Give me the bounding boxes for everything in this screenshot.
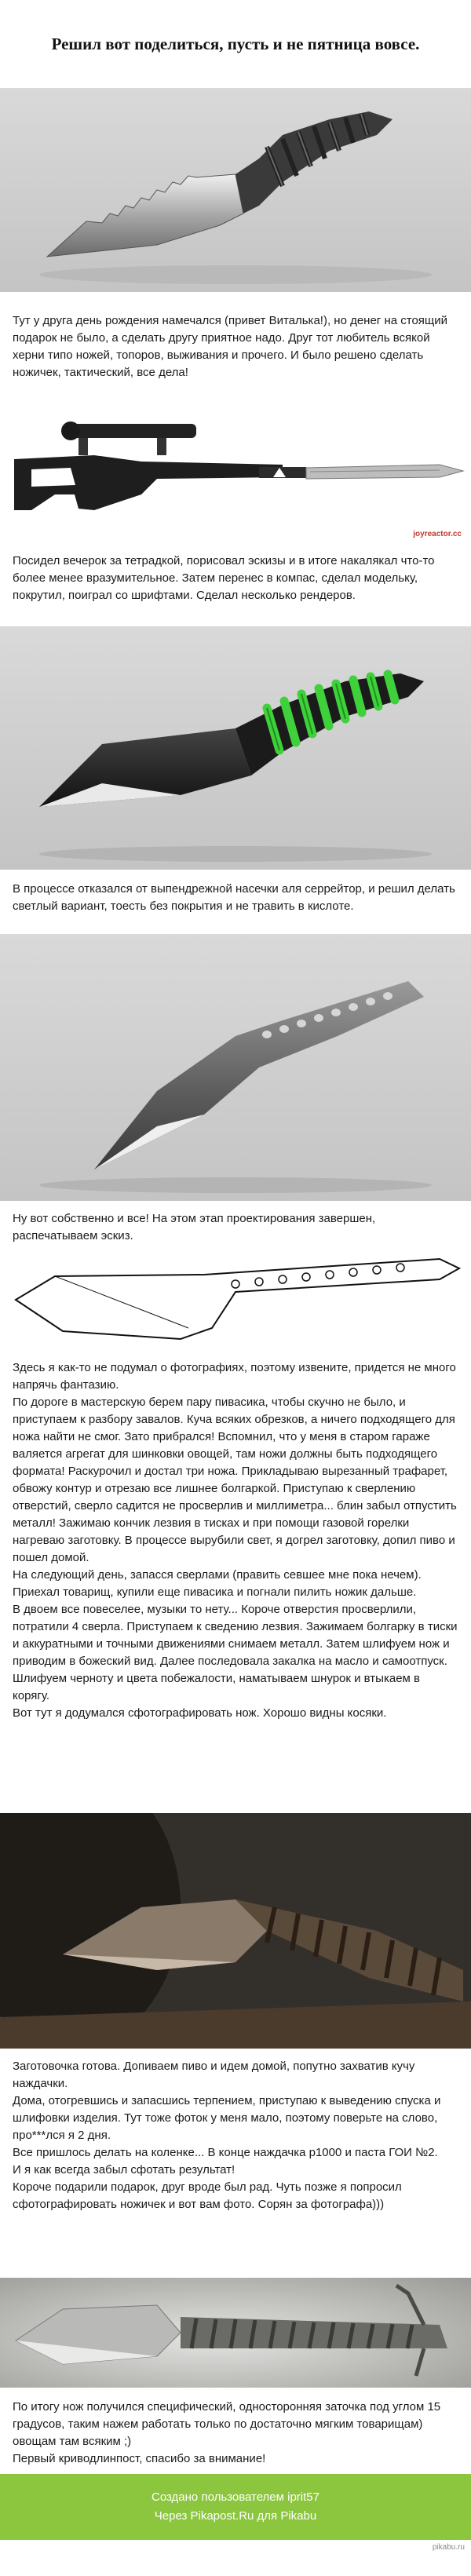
knife-photo-blank [0,1813,471,2049]
paragraph-workshop-4: В двоем все повеселее, музыки то нету... Короче отверстия просверлили, потратили 4 сверла. Приступаем к сведению лезвия. Зажимаем болгарку в тиски и аккуратными и точными движениями снимаем металл. Затем шлифуем нож и приводим в божеский вид. Далее последовала закалка на масло и самоотпуск. Шлифуем черноту и цвета побежалости, наматываем шнурок и втыкаем в корягу. [13,1603,458,1702]
footer-via: Через Pikapost.Ru для Pikabu [154,2509,317,2523]
knife-render-light [0,934,471,1201]
paragraph-workshop-1: Здесь я как-то не подумал о фотографиях, поэтому извените, придется не много напрячь фантазию. [13,1361,456,1392]
post-title: Решил вот поделиться, пусть и не пятница вовсе. [51,34,420,53]
paragraph-result-2: Первый криводлинпост, спасибо за внимание! [13,2452,266,2465]
footer-author: Создано пользователем iprit57 [152,2490,319,2504]
paragraph-workshop-2: По дороге в мастерскую берем пару пивасика, чтобы скучно не было, и приступаем к разбору завалов. Куча всяких обрезков, а ничего подходящего для ножа найти не смог. Зато прибрался! Вспомнил, что у меня в старом гараже валяется агрегат для шинковки овощей, там ножи должны быть подходящего формата! Раскурочил и достал три ножа. Прикладываю вырезанный трафарет, обвожу контур и отрезаю все лишнее болгаркой. Приступаю к сверлению отверстий, сверло садится не просверлив и миллиметра... блин забыл отпустить металл! Зажимаю кончик лезвия в тисках и при помощи газовой горелки нагреваю заготовку. В процессе вырубили свет, я догрел заготовку, допил пиво и пошел домой. [13,1396,457,1564]
knife-photo-finished [0,2278,471,2388]
paragraph-design [0,542,471,626]
paragraph-design-text: Посидел вечерок за тетрадкой, порисовал эскизы и в итоге накалякал что-то более менее вразумительное. Затем перенес в компас, сделал модельку, покрутил, поиграл со шрифтами. Сделал несколько рендеров. [13,554,435,602]
paragraph-done [0,1201,471,1253]
knife-render-serrated [0,88,471,292]
paragraph-finish-5: Короче подарили подарок, друг вроде был рад. Чуть позже я попросил сфотографировать ножичек и вот вам фото. Сорян за фотографа))) [13,2180,402,2211]
paragraph-finish-3: Все пришлось делать на коленке... В конце наждачка p1000 и паста ГОИ №2. [13,2146,438,2159]
paragraph-result [0,2388,471,2474]
site-credit: pikabu.ru [432,2543,465,2552]
paragraph-variant-text: В процессе отказался от выпендрежной насечки аля серрейтор, и решил делать светлый вариант, тоесть без покрытия и не травить в кислоте. [13,882,455,913]
paragraph-workshop-3: На следующий день, запасся сверлами (править севшее мне пока нечем). Приехал товарищ, купили еще пивасика и погнали пилить ножик дальше. [13,1568,422,1599]
paragraph-variant [0,870,471,934]
rifle-bayonet-image [0,392,471,542]
paragraph-intro-text: Тут у друга день рождения намечался (привет Виталька!), но денег на стоящий подарок не было, а сделать другу приятное надо. Друг тот любитель всякой херни типо ножей, топоров, выживания и прочего. И было решено сделать ножичек, тактический, все дела! [13,314,448,379]
knife-render-green-cord [0,626,471,870]
paragraph-workshop [0,1348,471,1813]
paragraph-intro [0,292,471,392]
paragraph-result-1: По итогу нож получился специфический, односторонняя заточка под углом 15 градусов, таким нажем работать только по достаточно мягким товарищам) овощам там всяким ;) [13,2400,441,2448]
watermark: joyreactor.cc [413,530,462,538]
knife-sketch [0,1253,471,1348]
paragraph-finish-4: И я как всегда забыл сфотать результат! [13,2163,236,2176]
paragraph-workshop-5: Вот тут я додумался сфотографировать нож. Хорошо видны косяки. [13,1706,387,1720]
paragraph-finish [0,2049,471,2278]
paragraph-finish-1: Заготовочка готова. Допиваем пиво и идем домой, попутно захватив кучу наждачки. [13,2060,415,2090]
footer [0,2474,471,2540]
paragraph-done-text: Ну вот собственно и все! На этом этап проектирования завершен, распечатываем эскиз. [13,1212,376,1242]
paragraph-finish-2: Дома, отогревшись и запасшись терпением, приступаю к выведению спуска и шлифовки изделия. Тут тоже фоток у меня мало, поэтому поверьте на слово, про***лся я 2 дня. [13,2094,441,2142]
